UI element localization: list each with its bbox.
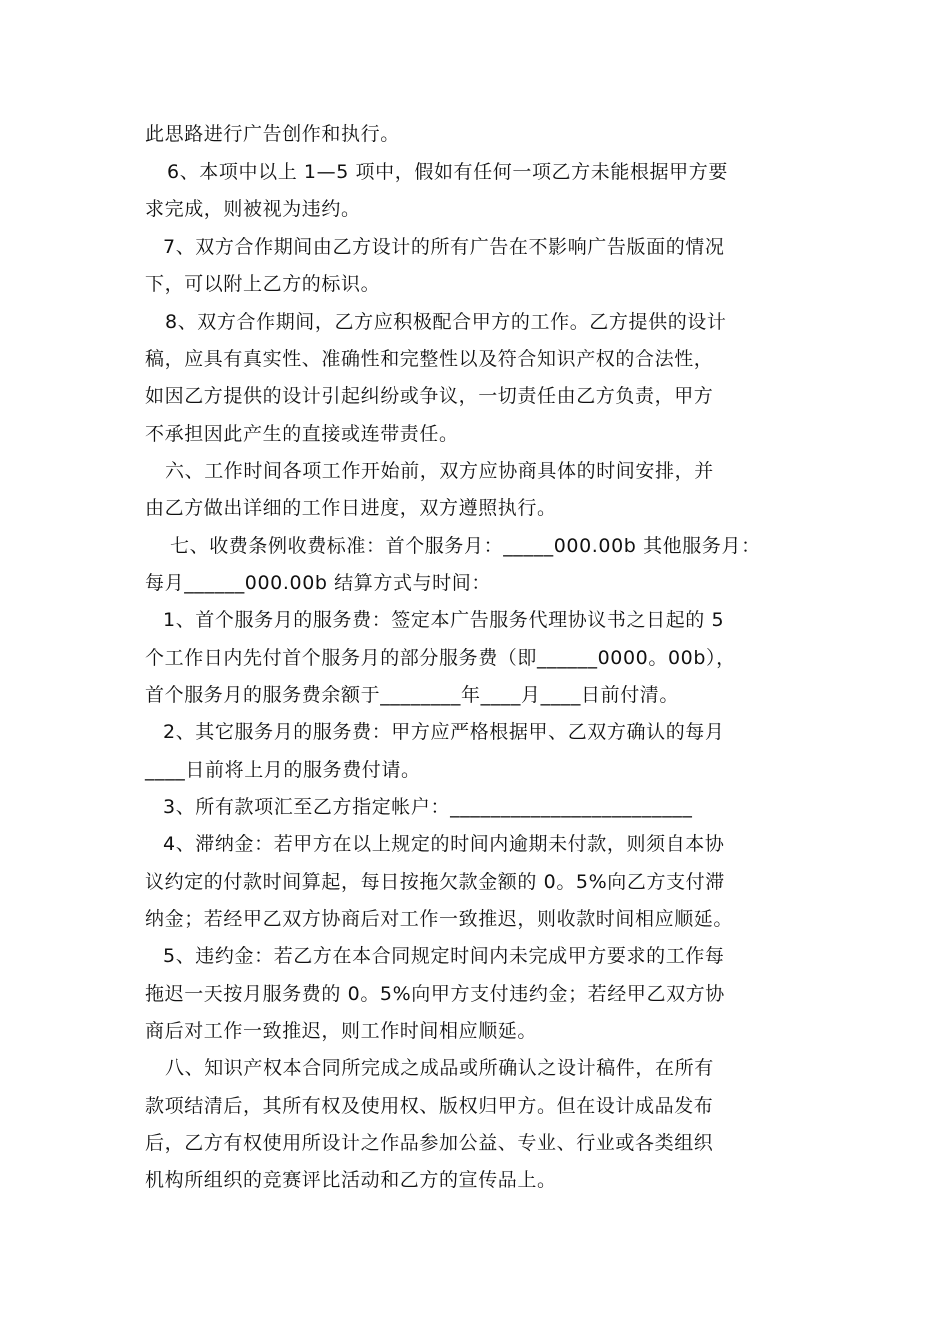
paragraph-line: 4、滞纳金：若甲方在以上规定的时间内逾期未付款，则须自本协 bbox=[163, 833, 725, 855]
paragraph-line: 由乙方做出详细的工作日进度，双方遵照执行。 bbox=[145, 497, 557, 519]
paragraph-line: 1、首个服务月的服务费：签定本广告服务代理协议书之日起的 5 bbox=[163, 609, 725, 631]
paragraph-line: 求完成，则被视为违约。 bbox=[145, 198, 361, 220]
paragraph-line: 拖迟一天按月服务费的 0。5%向甲方支付违约金；若经甲乙双方协 bbox=[145, 983, 725, 1005]
paragraph-line: 7、双方合作期间由乙方设计的所有广告在不影响广告版面的情况 bbox=[163, 236, 725, 258]
paragraph-line: 2、其它服务月的服务费：甲方应严格根据甲、乙双方确认的每月 bbox=[163, 721, 725, 743]
paragraph-line: 个工作日内先付首个服务月的部分服务费（即______0000。00b）， bbox=[145, 647, 736, 669]
paragraph-line: 纳金；若经甲乙双方协商后对工作一致推迟，则收款时间相应顺延。 bbox=[145, 908, 734, 930]
paragraph-line: 下，可以附上乙方的标识。 bbox=[145, 273, 381, 295]
paragraph-line: 首个服务月的服务费余额于________年____月____日前付清。 bbox=[145, 684, 680, 706]
paragraph-line: 稿，应具有真实性、准确性和完整性以及符合知识产权的合法性， bbox=[145, 348, 714, 370]
paragraph-line: 不承担因此产生的直接或连带责任。 bbox=[145, 423, 459, 445]
paragraph-line: 如因乙方提供的设计引起纠纷或争议，一切责任由乙方负责，甲方 bbox=[145, 385, 714, 407]
paragraph-line: 议约定的付款时间算起，每日按拖欠款金额的 0。5%向乙方支付滞 bbox=[145, 871, 725, 893]
paragraph-line: 商后对工作一致推迟，则工作时间相应顺延。 bbox=[145, 1020, 538, 1042]
paragraph-line: 5、违约金：若乙方在本合同规定时间内未完成甲方要求的工作每 bbox=[163, 945, 725, 967]
paragraph-line: 后，乙方有权使用所设计之作品参加公益、专业、行业或各类组织 bbox=[145, 1132, 714, 1154]
paragraph-line: 每月______000.00b 结算方式与时间： bbox=[145, 572, 491, 594]
paragraph-line: 七、收费条例收费标准：首个服务月：_____000.00b 其他服务月： bbox=[170, 535, 761, 557]
paragraph-line: 3、所有款项汇至乙方指定帐户：________________________ bbox=[163, 796, 693, 818]
paragraph-line: 6、本项中以上 1—5 项中，假如有任何一项乙方未能根据甲方要 bbox=[167, 161, 728, 183]
paragraph-line: 八、知识产权本合同所完成之成品或所确认之设计稿件，在所有 bbox=[165, 1057, 714, 1079]
paragraph-line: 此思路进行广告创作和执行。 bbox=[145, 123, 400, 145]
paragraph-line: 8、双方合作期间，乙方应积极配合甲方的工作。乙方提供的设计 bbox=[165, 311, 727, 333]
paragraph-line: 六、工作时间各项工作开始前，双方应协商具体的时间安排，并 bbox=[165, 460, 714, 482]
paragraph-line: 款项结清后，其所有权及使用权、版权归甲方。但在设计成品发布 bbox=[145, 1095, 714, 1117]
paragraph-line: 机构所组织的竞赛评比活动和乙方的宣传品上。 bbox=[145, 1169, 557, 1191]
paragraph-line: ____日前将上月的服务费付请。 bbox=[145, 759, 421, 781]
